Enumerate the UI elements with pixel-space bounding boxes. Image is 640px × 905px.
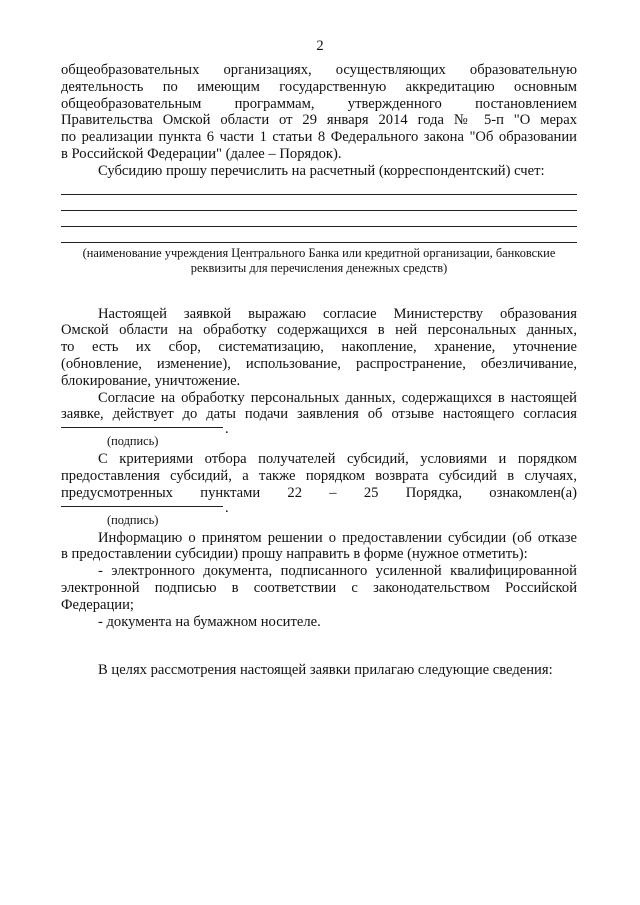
text-line: в Российской Федерации" (далее – Порядок).	[61, 145, 342, 162]
text-line: - электронного документа, подписанного усиленной квалифицированной	[98, 563, 577, 580]
fill-line[interactable]	[61, 195, 577, 211]
text-line: по реализации пункта 6 части 1 статьи 8 Федерального закона "Об образовании	[61, 129, 577, 146]
signature-line[interactable]	[61, 427, 223, 428]
text-line: Федерации;	[61, 596, 134, 613]
account-prompt: Субсидию прошу перечислить на расчетный (корреспондентский) счет:	[98, 162, 545, 179]
document-body	[61, 62, 577, 679]
caption-line: (наименование учреждения Центрального Банка или кредитной организации, банковские	[82, 245, 556, 260]
signature-label: (подпись)	[107, 434, 159, 449]
account-fill-lines	[61, 184, 577, 243]
text-line: Правительства Омской области от 29 января 2014 года № 5-п "О мерах	[61, 112, 577, 129]
text-line: (обновление, изменение), использование, распространение, обезличивание,	[61, 355, 577, 372]
fill-line[interactable]	[61, 227, 577, 243]
signature-field-1[interactable]: . (подпись)	[61, 423, 577, 443]
closing-statement: В целях рассмотрения настоящей заявки прилагаю следующие сведения:	[98, 662, 553, 679]
text-line: Согласие на обработку персональных данных, содержащихся в настоящей	[98, 389, 577, 406]
text-line: в предоставлении субсидии) прошу направить в форме (нужное отметить):	[61, 546, 528, 563]
text-line: предусмотренных пунктами 22 – 25 Порядка, ознакомлен(а)	[61, 484, 577, 501]
fill-line[interactable]	[61, 184, 577, 195]
text-line: Информацию о принятом решении о предоставлении субсидии (об отказе	[98, 529, 577, 546]
text-line: Настоящей заявкой выражаю согласие Министерству образования	[98, 305, 577, 322]
page-number: 2	[316, 38, 324, 54]
validity-paragraph	[61, 390, 577, 424]
signature-label: (подпись)	[107, 512, 159, 527]
criteria-paragraph	[61, 451, 577, 501]
account-caption	[61, 246, 577, 276]
info-paragraph	[61, 530, 577, 564]
caption-line: реквизиты для перечисления денежных средств)	[190, 260, 448, 275]
fill-line[interactable]	[61, 211, 577, 227]
option-paper[interactable]: - документа на бумажном носителе.	[98, 613, 321, 630]
text-line: общеобразовательных организациях, осуществляющих образовательную	[61, 62, 577, 78]
intro-paragraph	[61, 62, 577, 163]
text-line: предоставления субсидий, а также порядком возврата субсидий в случаях,	[61, 467, 577, 484]
option-electronic[interactable]	[61, 563, 577, 613]
signature-field-2[interactable]: . (подпись)	[61, 502, 577, 522]
signature-line[interactable]	[61, 506, 223, 507]
text-line: деятельность по имеющим государственную аккредитацию основным	[61, 78, 577, 95]
text-line: общеобразовательным программам, утвержденного постановлением	[61, 95, 577, 112]
text-line: С критериями отбора получателей субсидий, условиями и порядком	[98, 451, 577, 468]
text-line: электронной подписью в соответствии с законодательством Российской	[61, 579, 577, 596]
text-line: Омской области на обработку содержащихся в ней персональных данных,	[61, 322, 577, 339]
consent-paragraph	[61, 306, 577, 390]
text-line: блокирование, уничтожение.	[61, 372, 241, 389]
text-line: заявке, действует до даты подачи заявления об отзыве настоящего согласия	[61, 406, 577, 423]
text-line: то есть их сбор, систематизацию, накопление, хранение, уточнение	[61, 339, 577, 356]
